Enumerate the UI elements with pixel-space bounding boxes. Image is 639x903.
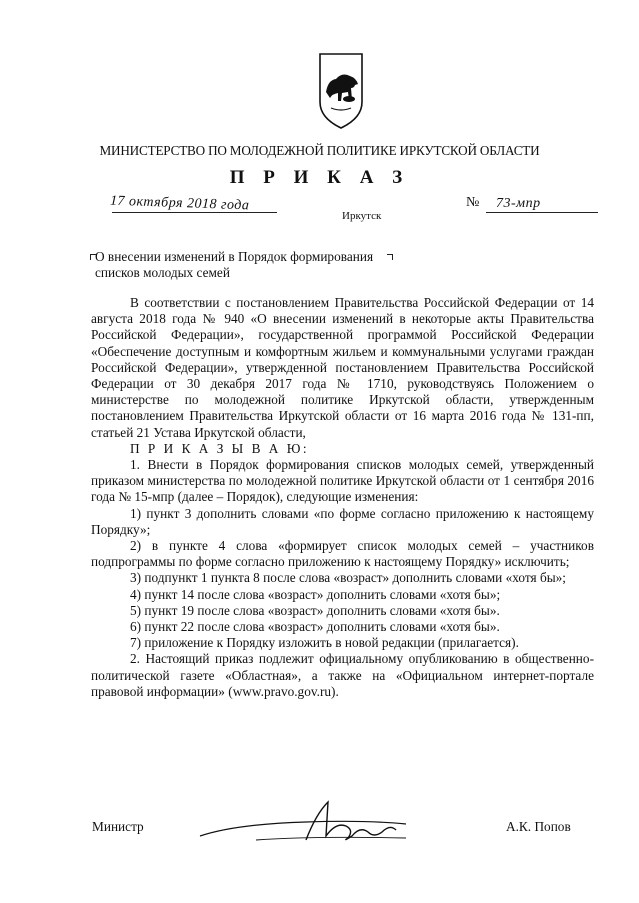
coat-of-arms-icon — [318, 52, 364, 130]
item-3: 3) подпункт 1 пункта 8 после слова «возраст» дополнить словами «хотя бы»; — [130, 570, 566, 586]
item-6: 6) пункт 22 после слова «возраст» дополнить словами «хотя бы». — [130, 619, 500, 635]
item-2: 2) в пункте 4 слова «формирует список молодых семей – участников подпрограммы по форме согласно приложению к настоящему Порядку» исключить; — [91, 538, 594, 570]
order-body — [91, 295, 594, 700]
ministry-name: МИНИСТЕРСТВО ПО МОЛОДЕЖНОЙ ПОЛИТИКЕ ИРКУТСКОЙ ОБЛАСТИ — [99, 143, 540, 158]
item-5: 5) пункт 19 после слова «возраст» дополнить словами «хотя бы». — [130, 602, 500, 618]
number-underline — [486, 212, 598, 213]
order-date: 17 октября 2018 года — [109, 193, 250, 214]
document-type: П Р И К А З — [229, 167, 410, 188]
item-4: 4) пункт 14 после слова «возраст» дополнить словами «хотя бы»; — [130, 586, 501, 602]
order-word: П Р И К А З Ы В А Ю: — [130, 440, 310, 456]
preamble: В соответствии с постановлением Правительства Российской Федерации от 14 августа 2018 года № 940 «О внесении изменений в некоторые акты Правительства Российской Федерации», государственной программой Российской Федерации «Обеспечение доступным и комфортным жильем и коммунальными услугами граждан Российской Федерации», утвержденной постановлением Правительства Российской Федерации от 30 декабря 2017 года № 1710, руководствуясь Положением о министерстве по молодежной политике Иркутской области, утвержденным постановлением Правительства Иркутской области от 16 марта 2016 года № 131-пп, статьей 21 Устава Иркутской области, — [91, 295, 594, 440]
order-subject: О внесении изменений в Порядок формирования списков молодых семей — [95, 249, 374, 280]
subject-corner-right — [387, 254, 393, 260]
item-1: 1) пункт 3 дополнить словами «по форме согласно приложению к настоящему Порядку»; — [91, 505, 594, 537]
signatory-name: А.К. Попов — [506, 819, 571, 834]
city: Иркутск — [342, 210, 382, 222]
paragraph-1: 1. Внести в Порядок формирования списков молодых семей, утвержденный приказом министерства по молодежной политике Иркутской области от 1 сентября 2016 года № 15-мпр (далее – Порядок), следующие изменения: — [91, 457, 594, 505]
signatory-title: Министр — [92, 819, 144, 834]
item-7: 7) приложение к Порядку изложить в новой редакции (прилагается). — [130, 635, 519, 651]
handwritten-signature — [196, 796, 421, 850]
order-number: 73-мпр — [496, 196, 541, 211]
number-label: № — [466, 195, 480, 210]
paragraph-2: 2. Настоящий приказ подлежит официальному опубликованию в общественно-политической газете «Областная», а также на «Официальном интернет-портале правовой информации» (www.pravo.gov.ru). — [91, 651, 594, 699]
date-underline — [112, 212, 277, 213]
